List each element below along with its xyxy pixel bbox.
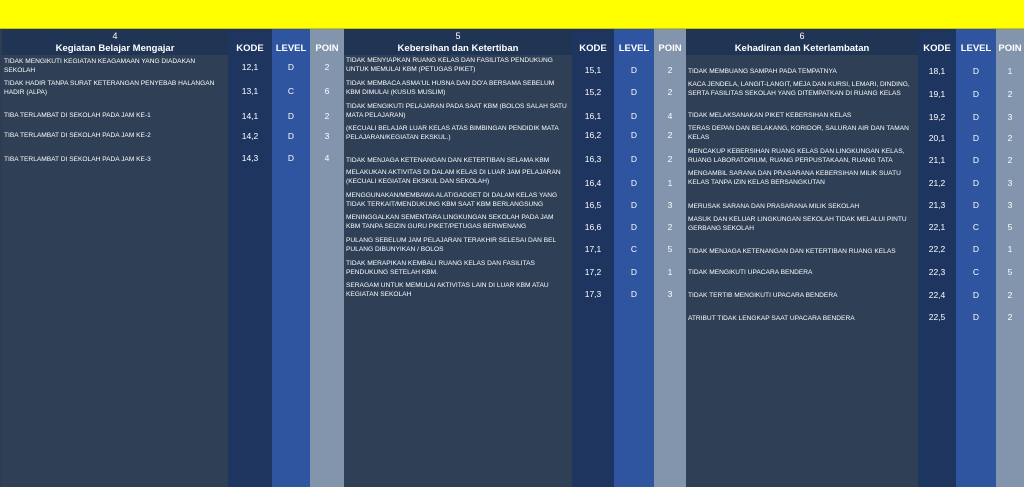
level-cell[interactable]: D	[630, 200, 638, 210]
level-cell[interactable]: D	[972, 89, 980, 99]
poin-cell[interactable]: 3	[1007, 112, 1013, 122]
section-number: 4	[112, 31, 118, 41]
row-description[interactable]: TIDAK MENGIKUTI PELAJARAN PADA SAAT KBM (BOLOS SALAH SATU MATA PELAJARAN)	[346, 103, 567, 120]
poin-cell[interactable]: 6	[324, 86, 330, 96]
poin-cell[interactable]: 1	[667, 178, 673, 188]
kode-header: KODE	[579, 43, 607, 54]
row-description[interactable]: TIDAK MENGIKUTI KEGIATAN KEAGAMAAN YANG DIADAKAN SEKOLAH	[4, 58, 196, 75]
level-cell[interactable]: D	[287, 111, 295, 121]
poin-cell[interactable]: 2	[1007, 133, 1013, 143]
kode-column-0	[228, 29, 272, 487]
poin-cell[interactable]: 5	[667, 244, 673, 254]
row-description[interactable]: TIDAK MEMBUANG SAMPAH PADA TEMPATNYA	[688, 68, 837, 75]
level-cell[interactable]: D	[630, 222, 638, 232]
kode-cell[interactable]: 12,1	[241, 62, 259, 72]
kode-cell[interactable]: 15,2	[584, 87, 602, 97]
poin-cell[interactable]: 1	[667, 267, 673, 277]
poin-cell[interactable]: 3	[1007, 200, 1013, 210]
kode-cell[interactable]: 22,1	[928, 222, 946, 232]
level-cell[interactable]: D	[287, 153, 295, 163]
row-description[interactable]: MENGAMBIL SARANA DAN PRASARANA KEBERSIHAN MILIK SUATU KELAS TANPA IZIN KELAS BERSANGKUTAN	[688, 170, 901, 187]
level-header: LEVEL	[960, 43, 992, 54]
row-description[interactable]: TIDAK MENGIKUTI UPACARA BENDERA	[688, 269, 813, 276]
section-header-0	[2, 29, 228, 55]
level-cell[interactable]: D	[630, 111, 638, 121]
poin-cell[interactable]: 4	[667, 111, 673, 121]
kode-cell[interactable]: 16,2	[584, 130, 602, 140]
level-cell[interactable]: D	[972, 290, 980, 300]
row-description[interactable]: ATRIBUT TIDAK LENGKAP SAAT UPACARA BENDERA	[688, 315, 855, 322]
kode-cell[interactable]: 21,3	[928, 200, 946, 210]
section-number: 5	[455, 31, 461, 41]
level-cell[interactable]: D	[972, 178, 980, 188]
kode-column-1	[572, 29, 614, 487]
poin-column-1	[654, 29, 686, 487]
level-cell[interactable]: D	[972, 133, 980, 143]
desc-column-1	[344, 29, 572, 487]
kode-cell[interactable]: 18,1	[928, 66, 946, 76]
kode-cell[interactable]: 19,1	[928, 89, 946, 99]
kode-cell[interactable]: 14,2	[241, 131, 259, 141]
row-description[interactable]: TIDAK MERAPIKAN KEMBALI RUANG KELAS DAN FASILITAS PENDUKUNG SETELAH KBM.	[346, 260, 535, 277]
kode-cell[interactable]: 22,5	[928, 312, 946, 322]
kode-cell[interactable]: 14,1	[241, 111, 259, 121]
poin-cell[interactable]: 2	[667, 222, 673, 232]
kode-cell[interactable]: 14,3	[241, 153, 259, 163]
level-cell[interactable]: D	[972, 200, 980, 210]
kode-cell[interactable]: 17,1	[584, 244, 602, 254]
kode-cell[interactable]: 21,2	[928, 178, 946, 188]
poin-cell[interactable]: 1	[1007, 66, 1013, 76]
kode-header: KODE	[923, 43, 951, 54]
section-number: 6	[799, 31, 805, 41]
kode-cell[interactable]: 22,4	[928, 290, 946, 300]
section-title: Kehadiran dan Keterlambatan	[734, 43, 870, 54]
level-cell[interactable]: D	[630, 65, 638, 75]
poin-cell[interactable]: 2	[1007, 312, 1013, 322]
desc-column-0	[2, 29, 228, 487]
level-cell[interactable]: C	[972, 267, 980, 277]
poin-cell[interactable]: 3	[667, 289, 673, 299]
poin-cell[interactable]: 2	[324, 62, 330, 72]
row-description[interactable]: TIDAK HADIR TANPA SURAT KETERANGAN PENYEBAB HALANGAN HADIR (ALPA)	[4, 80, 215, 97]
poin-header: POIN	[658, 43, 682, 54]
poin-cell[interactable]: 2	[667, 65, 673, 75]
kode-cell[interactable]: 16,1	[584, 111, 602, 121]
row-description[interactable]: MELAKUKAN AKTIVITAS DI DALAM KELAS DI LUAR JAM PELAJARAN (KECUALI KEGIATAN EKSKUL DAN SEKOLAH)	[346, 169, 561, 186]
level-cell[interactable]: D	[630, 154, 638, 164]
poin-cell[interactable]: 5	[1007, 222, 1013, 232]
poin-cell[interactable]: 3	[667, 200, 673, 210]
row-description[interactable]: TIBA TERLAMBAT DI SEKOLAH PADA JAM KE-2	[4, 132, 151, 139]
kode-header: KODE	[236, 43, 264, 54]
row-description[interactable]: TIDAK MENJAGA KETENANGAN DAN KETERTIBAN SELAMA KBM	[346, 157, 550, 164]
level-cell[interactable]: D	[972, 66, 980, 76]
poin-cell[interactable]: 2	[324, 111, 330, 121]
section-header-1	[344, 29, 572, 55]
level-cell[interactable]: D	[972, 244, 980, 254]
row-description[interactable]: SERAGAM UNTUK MEMULAI AKTIVITAS LAIN DI LUAR KBM ATAU KEGIATAN SEKOLAH	[346, 282, 549, 299]
kode-cell[interactable]: 22,2	[928, 244, 946, 254]
row-description[interactable]: TIBA TERLAMBAT DI SEKOLAH PADA JAM KE-3	[4, 156, 151, 163]
poin-cell[interactable]: 2	[667, 154, 673, 164]
row-description[interactable]: TIDAK MELAKSANAKAN PIKET KEBERSIHAN KELAS	[688, 112, 852, 119]
kode-cell[interactable]: 15,1	[584, 65, 602, 75]
row-description[interactable]: TERAS DEPAN DAN BELAKANG, KORIDOR, SALURAN AIR DAN TAMAN KELAS	[688, 125, 909, 142]
poin-cell[interactable]: 2	[1007, 290, 1013, 300]
row-description[interactable]: TIDAK MENYIAPKAN RUANG KELAS DAN FASILITAS PENDUKUNG UNTUK MEMULAI KBM (PETUGAS PIKET)	[346, 57, 553, 74]
poin-cell[interactable]: 2	[667, 130, 673, 140]
poin-cell[interactable]: 5	[1007, 267, 1013, 277]
row-description[interactable]: TIBA TERLAMBAT DI SEKOLAH PADA JAM KE-1	[4, 112, 151, 119]
kode-cell[interactable]: 20,1	[928, 133, 946, 143]
level-cell[interactable]: D	[972, 155, 980, 165]
section-header-2	[686, 29, 918, 55]
kode-cell[interactable]: 22,3	[928, 267, 946, 277]
poin-header: POIN	[998, 43, 1022, 54]
row-description[interactable]: MENINGGALKAN SEMENTARA LINGKUNGAN SEKOLAH PADA JAM KBM TANPA SEIZIN GURU PIKET/PETUGAS BERWENANG	[346, 214, 554, 231]
row-description[interactable]: MENGGUNAKAN/MEMBAWA ALAT/GADGET DI DALAM KELAS YANG TIDAK TERKAIT/MENDUKUNG KBM SAAT KBM BERLANGSUNG	[346, 192, 558, 209]
poin-cell[interactable]: 3	[1007, 178, 1013, 188]
level-cell[interactable]: D	[972, 312, 980, 322]
level-cell[interactable]: D	[630, 130, 638, 140]
kode-cell[interactable]: 13,1	[241, 86, 259, 96]
kode-cell[interactable]: 16,6	[584, 222, 602, 232]
kode-cell[interactable]: 17,2	[584, 267, 602, 277]
level-header: LEVEL	[618, 43, 650, 54]
section-title: Kegiatan Belajar Mengajar	[55, 43, 175, 54]
poin-cell[interactable]: 2	[1007, 155, 1013, 165]
kode-cell[interactable]: 16,5	[584, 200, 602, 210]
row-description[interactable]: PULANG SEBELUM JAM PELAJARAN TERAKHIR SELESAI DAN BEL PULANG DIBUNYIKAN / BOLOS	[346, 237, 556, 254]
kode-cell[interactable]: 21,1	[928, 155, 946, 165]
row-description[interactable]: MASUK DAN KELUAR LINGKUNGAN SEKOLAH TIDAK MELALUI PINTU GERBANG SEKOLAH	[688, 216, 907, 233]
level-cell[interactable]: D	[630, 178, 638, 188]
section-title: Kebersihan dan Ketertiban	[397, 43, 519, 54]
level-cell[interactable]: D	[287, 131, 295, 141]
poin-header: POIN	[315, 43, 339, 54]
row-description[interactable]: MENCAKUP KEBERSIHAN RUANG KELAS DAN LINGKUNGAN KELAS, RUANG LABORATORIUM, RUANG PERPUSTAKAAN, RUANG TATA	[688, 148, 905, 165]
poin-column-0	[310, 29, 344, 487]
level-cell[interactable]: D	[630, 267, 638, 277]
row-description[interactable]: MERUSAK SARANA DAN PRASARANA MILIK SEKOLAH	[688, 203, 860, 210]
kode-cell[interactable]: 19,2	[928, 112, 946, 122]
poin-cell[interactable]: 2	[1007, 89, 1013, 99]
row-description[interactable]: TIDAK TERTIB MENGIKUTI UPACARA BENDERA	[688, 292, 838, 299]
level-cell[interactable]: D	[630, 87, 638, 97]
poin-cell[interactable]: 4	[324, 153, 330, 163]
row-description[interactable]: TIDAK MEMBACA ASMA'UL HUSNA DAN DO'A BERSAMA SEBELUM KBM DIMULAI (KUSUS MUSLIM)	[346, 80, 555, 97]
row-description[interactable]: TIDAK MENJAGA KETENANGAN DAN KETERTIBAN RUANG KELAS	[688, 248, 896, 255]
level-cell[interactable]: D	[287, 62, 295, 72]
level-cell[interactable]: D	[972, 112, 980, 122]
level-cell[interactable]: C	[287, 86, 295, 96]
poin-cell[interactable]: 2	[667, 87, 673, 97]
level-cell[interactable]: D	[630, 289, 638, 299]
level-cell[interactable]: C	[630, 244, 638, 254]
row-description[interactable]: (KECUALI BELAJAR LUAR KELAS ATAS BIMBINGAN PENDIDIK MATA PELAJARAN/KEGIATAN EKSKUL.)	[346, 125, 559, 142]
level-header: LEVEL	[275, 43, 307, 54]
kode-cell[interactable]: 16,4	[584, 178, 602, 188]
kode-cell[interactable]: 17,3	[584, 289, 602, 299]
level-cell[interactable]: C	[972, 222, 980, 232]
kode-cell[interactable]: 16,3	[584, 154, 602, 164]
level-column-1	[614, 29, 654, 487]
poin-cell[interactable]: 3	[324, 131, 330, 141]
level-column-0	[272, 29, 310, 487]
formula-bar-area[interactable]	[0, 0, 1024, 29]
row-description[interactable]: KACA JENDELA, LANGIT-LANGIT, MEJA DAN KURSI, LEMARI, DINDING, SERTA FASILITAS SEKOLAH YANG DITEMPATKAN DI RUANG KELAS	[688, 81, 910, 98]
poin-cell[interactable]: 1	[1007, 244, 1013, 254]
